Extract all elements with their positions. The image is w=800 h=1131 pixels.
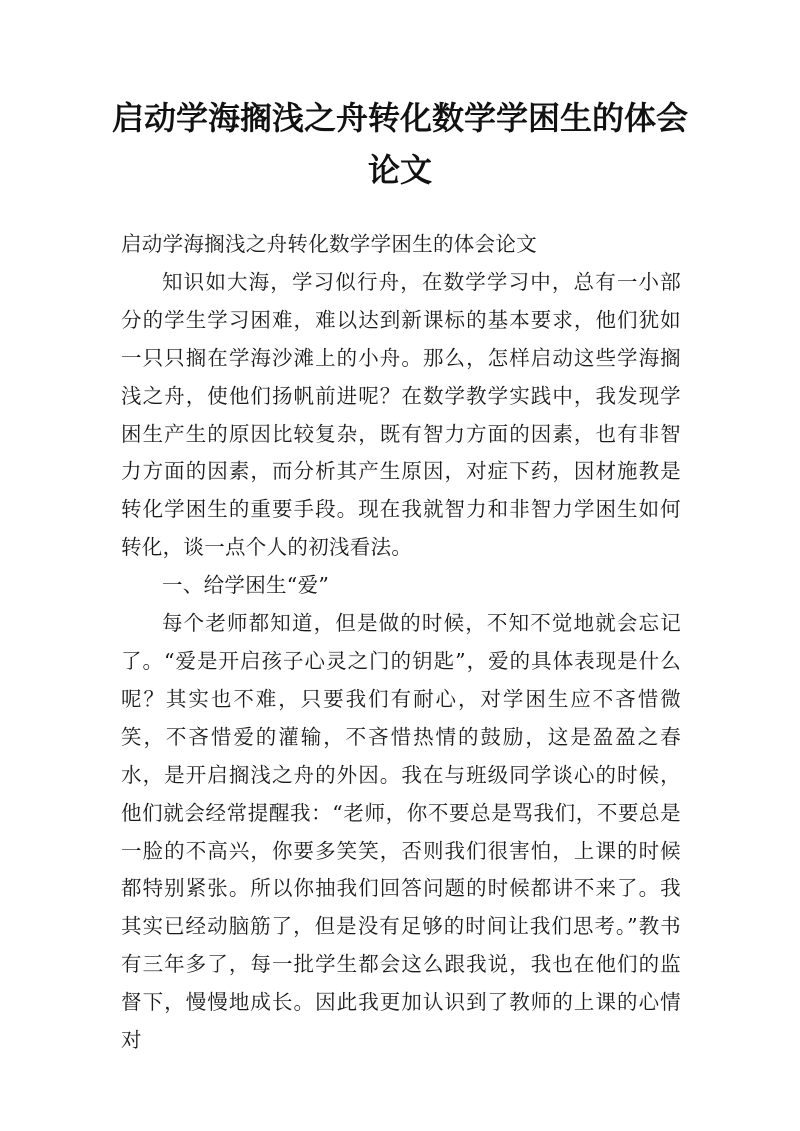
document-body bbox=[121, 226, 681, 1060]
document-title: 启动学海搁浅之舟转化数学学困生的体会论文 bbox=[111, 99, 688, 189]
paragraph-intro: 知识如大海，学习似行舟，在数学学习中，总有一小部分的学生学习困难，难以达到新课标的基本要求，他们犹如一只只搁在学海沙滩上的小舟。那么，怎样启动这些学海搁浅之舟，使他们扬帆前进呢？在数学教学实践中，我发现学困生产生的原因比较复杂，既有智力方面的因素，也有非智力方面的因素，而分析其产生原因，对症下药，因材施教是转化学困生的重要手段。现在我就智力和非智力学困生如何转化，谈一点个人的初浅看法。 bbox=[121, 269, 681, 560]
document-subtitle: 启动学海搁浅之舟转化数学学困生的体会论文 bbox=[121, 232, 537, 256]
section-heading: 一、给学困生“爱” bbox=[162, 573, 330, 598]
paragraph-love: 每个老师都知道，但是做的时候，不知不觉地就会忘记了。“爱是开启孩子心灵之门的钥匙”，爱的具体表现是什么呢？其实也不难，只要我们有耐心，对学困生应不吝惜微笑，不吝惜爱的灌输，不吝惜热情的鼓励，这是盈盈之春水，是开启搁浅之舟的外因。我在与班级同学谈心的时候，他们就会经常提醒我：“老师，你不要总是骂我们，不要总是一脸的不高兴，你要多笑笑，否则我们很害怕，上课的时候都特别紧张。所以你抽我们回答问题的时候都讲不来了。我其实已经动脑筋了，但是没有足够的时间让我们思考。”教书有三年多了，每一批学生都会这么跟我说，我也在他们的监督下，慢慢地成长。因此我更加认识到了教师的上课的心情对 bbox=[121, 611, 681, 1053]
